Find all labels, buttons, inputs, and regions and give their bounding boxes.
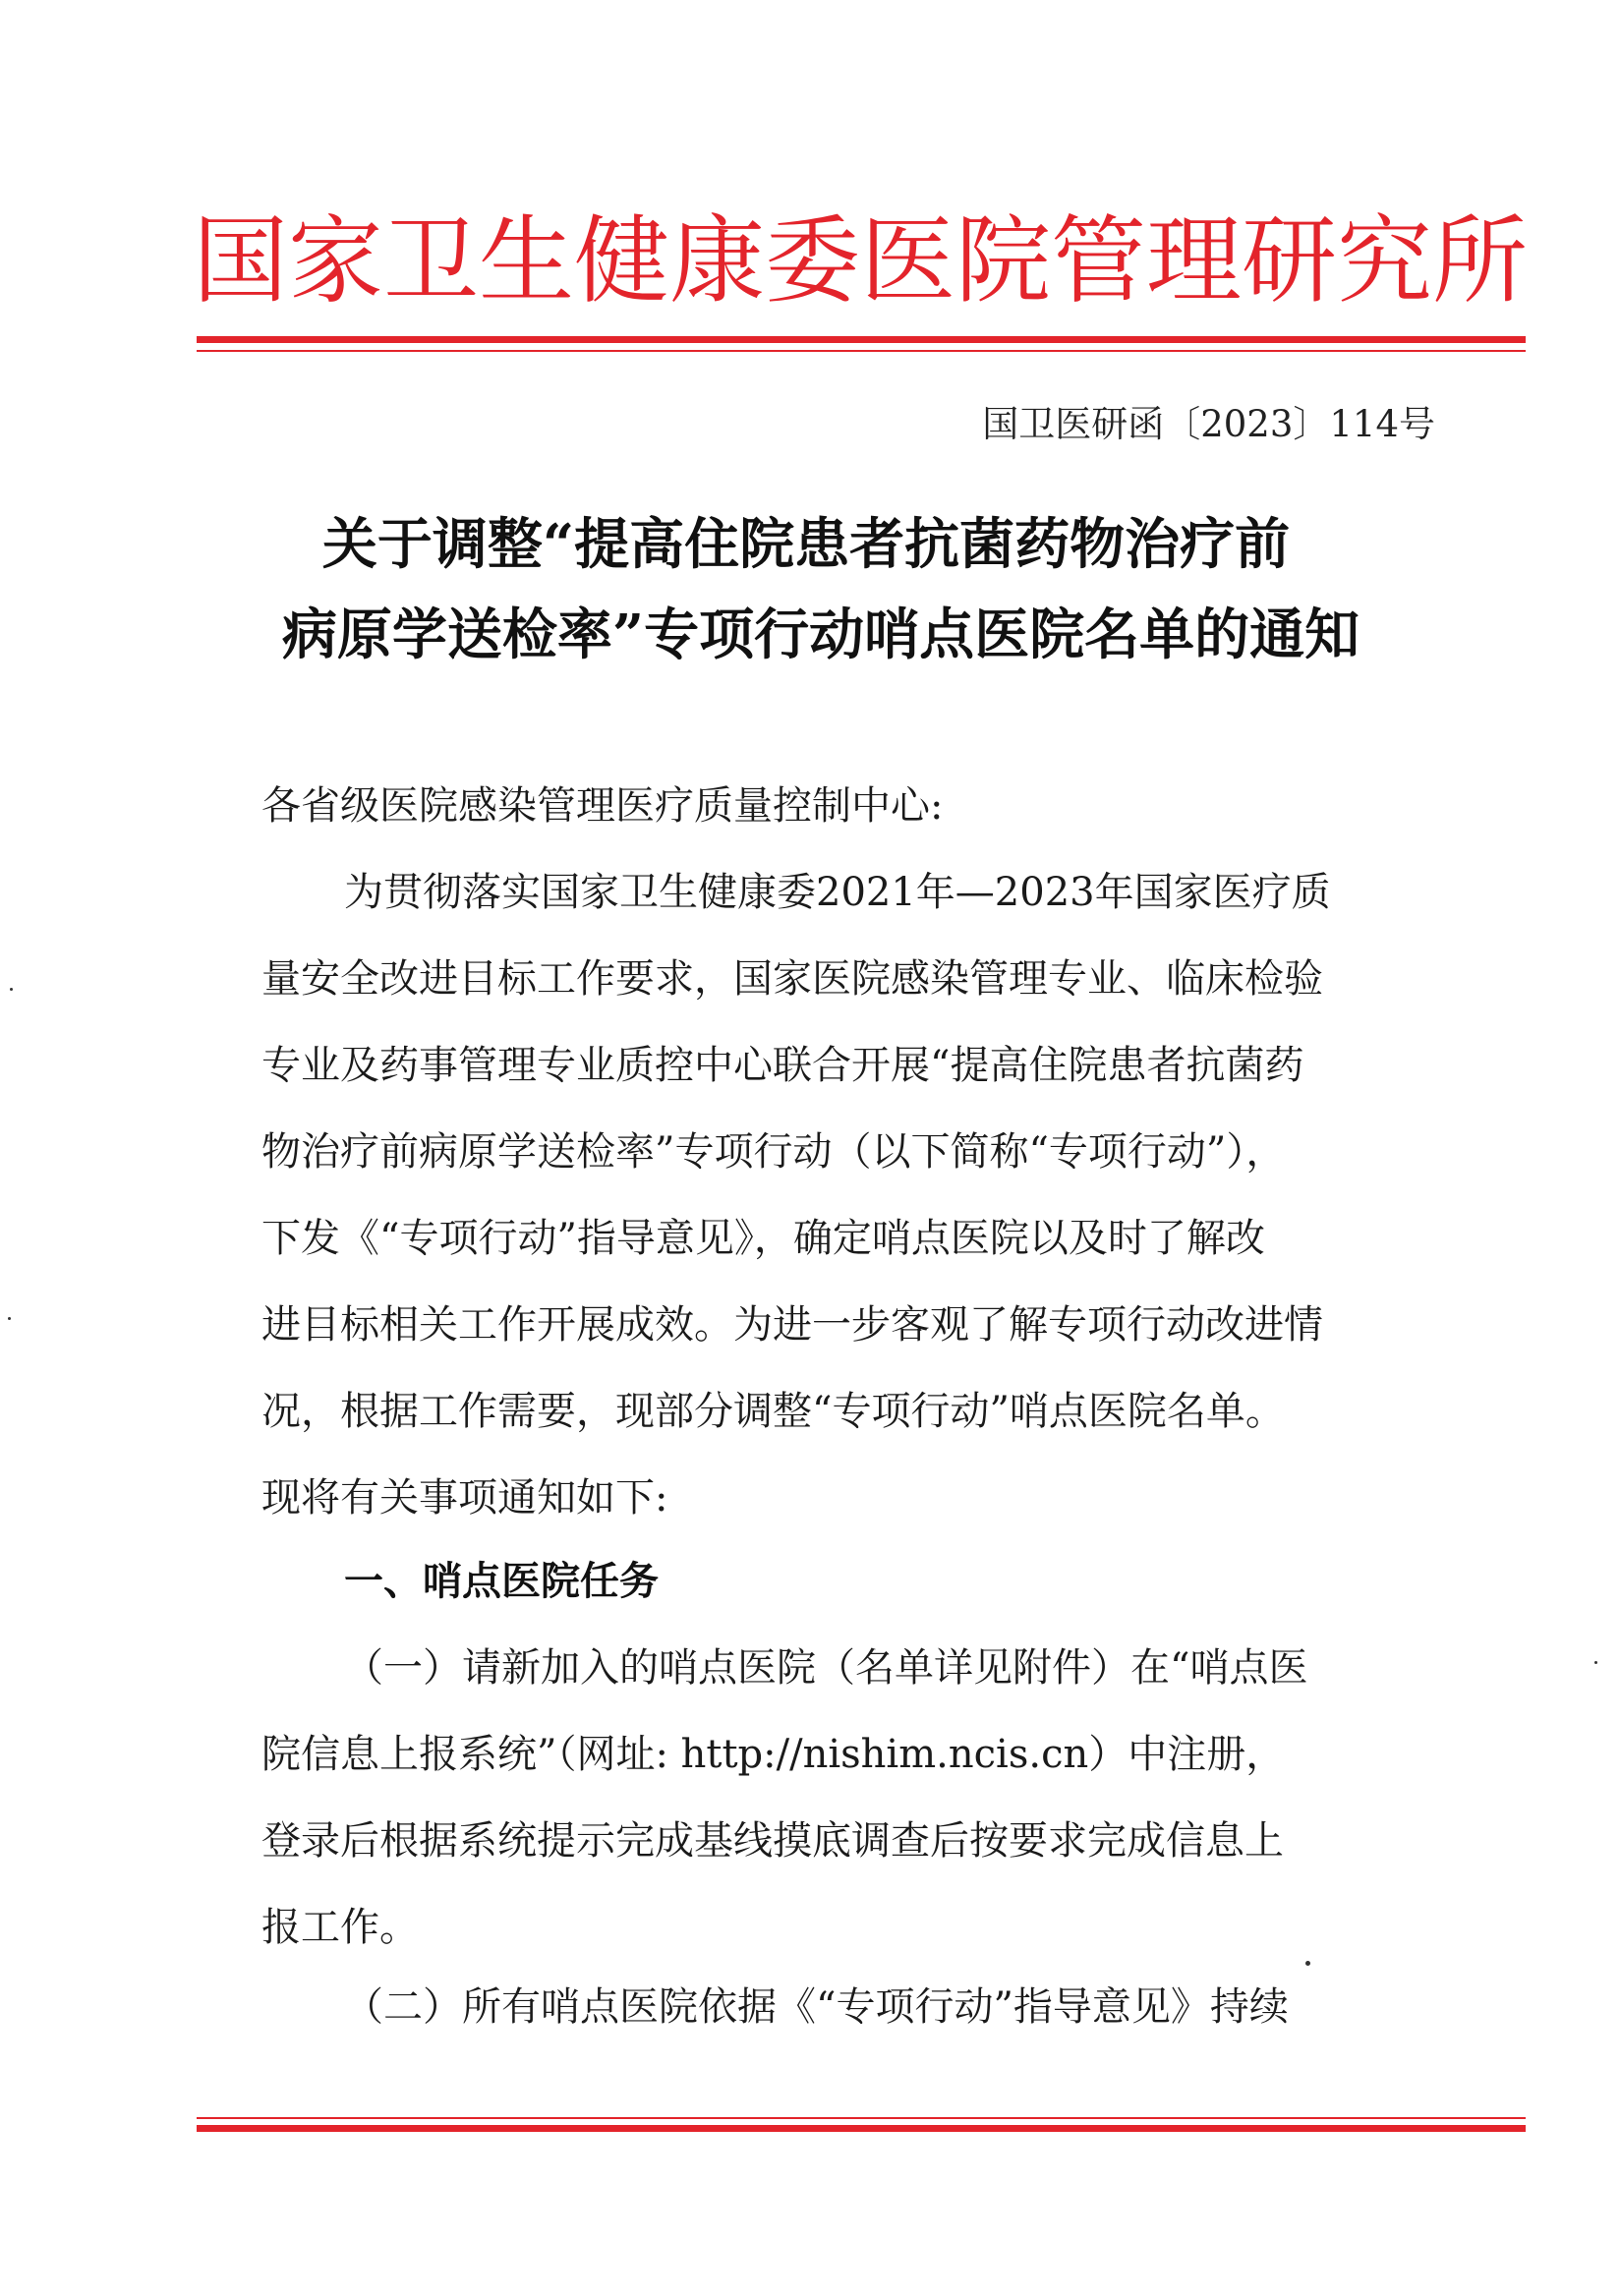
item-line: （一）请新加入的哨点医院（名单详见附件）在“哨点医 bbox=[344, 1645, 1308, 1691]
masthead-title: 国家卫生健康委医院管理研究所 bbox=[193, 205, 1528, 316]
paragraph-line: 况，根据工作需要，现部分调整“专项行动”哨点医院名单。 bbox=[261, 1389, 1285, 1434]
paragraph-line: 进目标相关工作开展成效。为进一步客观了解专项行动改进情 bbox=[261, 1302, 1323, 1348]
item-1 bbox=[261, 1625, 1441, 1971]
item-line: （二）所有哨点医院依据《“专项行动”指导意见》持续 bbox=[344, 1984, 1289, 2030]
paragraph-1 bbox=[261, 849, 1441, 1541]
item-2 bbox=[261, 1964, 1441, 2050]
paragraph-line: 现将有关事项通知如下: bbox=[261, 1475, 668, 1521]
red-rule-thin bbox=[197, 350, 1526, 352]
section-heading-1: 一、哨点医院任务 bbox=[344, 1559, 659, 1604]
paragraph-line: 物治疗前病原学送检率”专项行动（以下简称“专项行动”）， bbox=[261, 1129, 1286, 1175]
notice-title-line-1: 关于调整“提高住院患者抗菌药物治疗前 bbox=[321, 512, 1291, 577]
scan-speck bbox=[10, 988, 13, 991]
item-line: 院信息上报系统”（网址: http://nishim.ncis.cn）中注册， bbox=[261, 1732, 1286, 1777]
notice-title-line-2: 病原学送检率”专项行动哨点医院名单的通知 bbox=[281, 603, 1360, 667]
scan-speck bbox=[1594, 1661, 1597, 1664]
paragraph-line: 量安全改进目标工作要求，国家医院感染管理专业、临床检验 bbox=[261, 956, 1323, 1002]
scan-speck bbox=[1305, 1961, 1310, 1966]
paragraph-line: 下发《“专项行动”指导意见》，确定哨点医院以及时了解改 bbox=[261, 1216, 1265, 1261]
salutation: 各省级医院感染管理医疗质量控制中心: bbox=[261, 783, 944, 829]
document-number: 国卫医研函〔2023〕114号 bbox=[982, 403, 1435, 445]
item-line: 报工作。 bbox=[261, 1905, 419, 1950]
masthead-red-rule bbox=[197, 336, 1526, 352]
item-line: 登录后根据系统提示完成基线摸底调查后按要求完成信息上 bbox=[261, 1818, 1284, 1864]
paragraph-line: 专业及药事管理专业质控中心联合开展“提高住院患者抗菌药 bbox=[261, 1043, 1304, 1088]
footer-red-rule bbox=[197, 2117, 1526, 2132]
red-rule-thick bbox=[197, 2125, 1526, 2132]
red-rule-thin bbox=[197, 2117, 1526, 2119]
paragraph-line: 为贯彻落实国家卫生健康委2021年—2023年国家医疗质 bbox=[344, 870, 1331, 915]
scan-speck bbox=[8, 1317, 11, 1320]
red-rule-thick bbox=[197, 336, 1526, 343]
